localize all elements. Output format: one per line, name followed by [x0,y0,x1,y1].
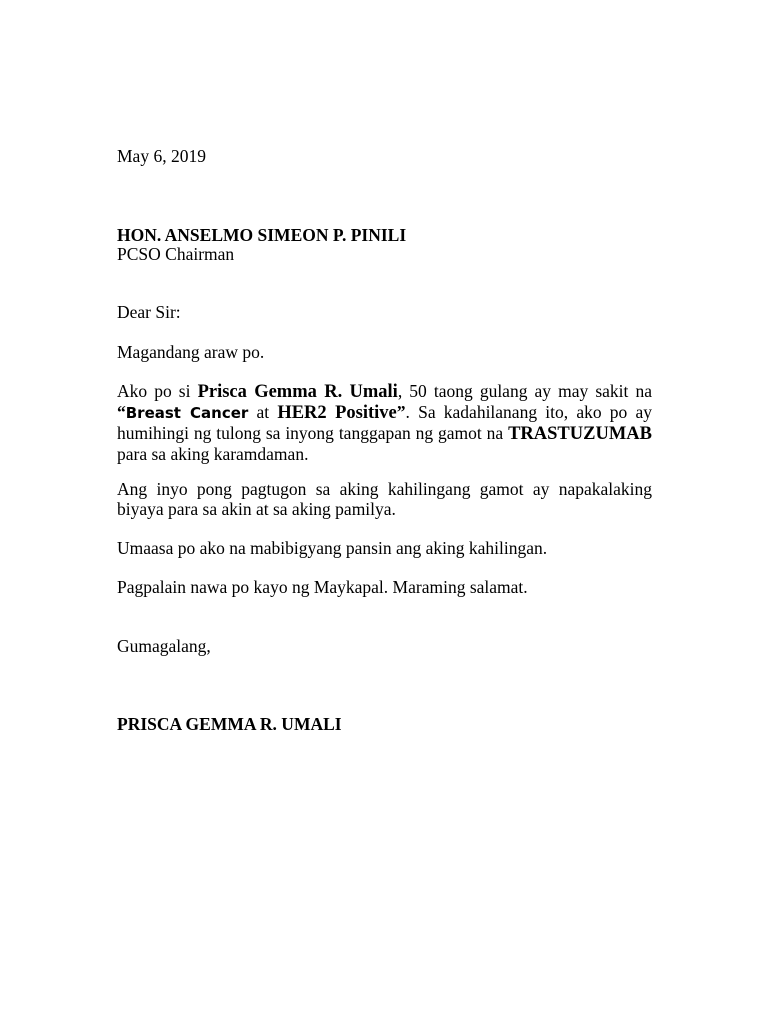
body-paragraph-gratitude: Ang inyo pong pagtugon sa aking kahilingang gamot ay napakalaking biyaya para sa akin at sa aking pamilya. [117,479,652,519]
body-text: at [248,402,278,422]
quote-close: ” [396,402,406,422]
disease-name: Breast Cancer [125,404,249,422]
greeting: Magandang araw po. [117,342,265,362]
body-paragraph-hope: Umaasa po ako na mabibigyang pansin ang aking kahilingan. [117,538,548,558]
quote-open: “ [117,402,126,422]
closing: Gumagalang, [117,636,211,656]
body-paragraph-blessing: Pagpalain nawa po kayo ng Maykapal. Maraming salamat. [117,577,528,597]
salutation: Dear Sir: [117,302,181,322]
body-text: , 50 taong gulang ay may sakit na [397,381,652,401]
body-text: . Sa kadahilanang ito, ako po ay humihingi ng tulong sa inyong tanggapan ng gamot na [117,402,652,443]
disease-subtype: HER2 Positive [277,403,397,423]
body-text: para sa aking karamdaman. [117,444,309,464]
recipient-name: HON. ANSELMO SIMEON P. PINILI [117,225,407,245]
medicine-name: TRASTUZUMAB [508,424,652,444]
letter-date: May 6, 2019 [117,146,206,166]
sender-name-inline: Prisca Gemma R. Umali [197,382,398,402]
recipient-title: PCSO Chairman [117,244,235,264]
body-text: Ako po si [117,381,198,401]
signature-name: PRISCA GEMMA R. UMALI [117,714,342,734]
body-paragraph-request [117,381,652,464]
